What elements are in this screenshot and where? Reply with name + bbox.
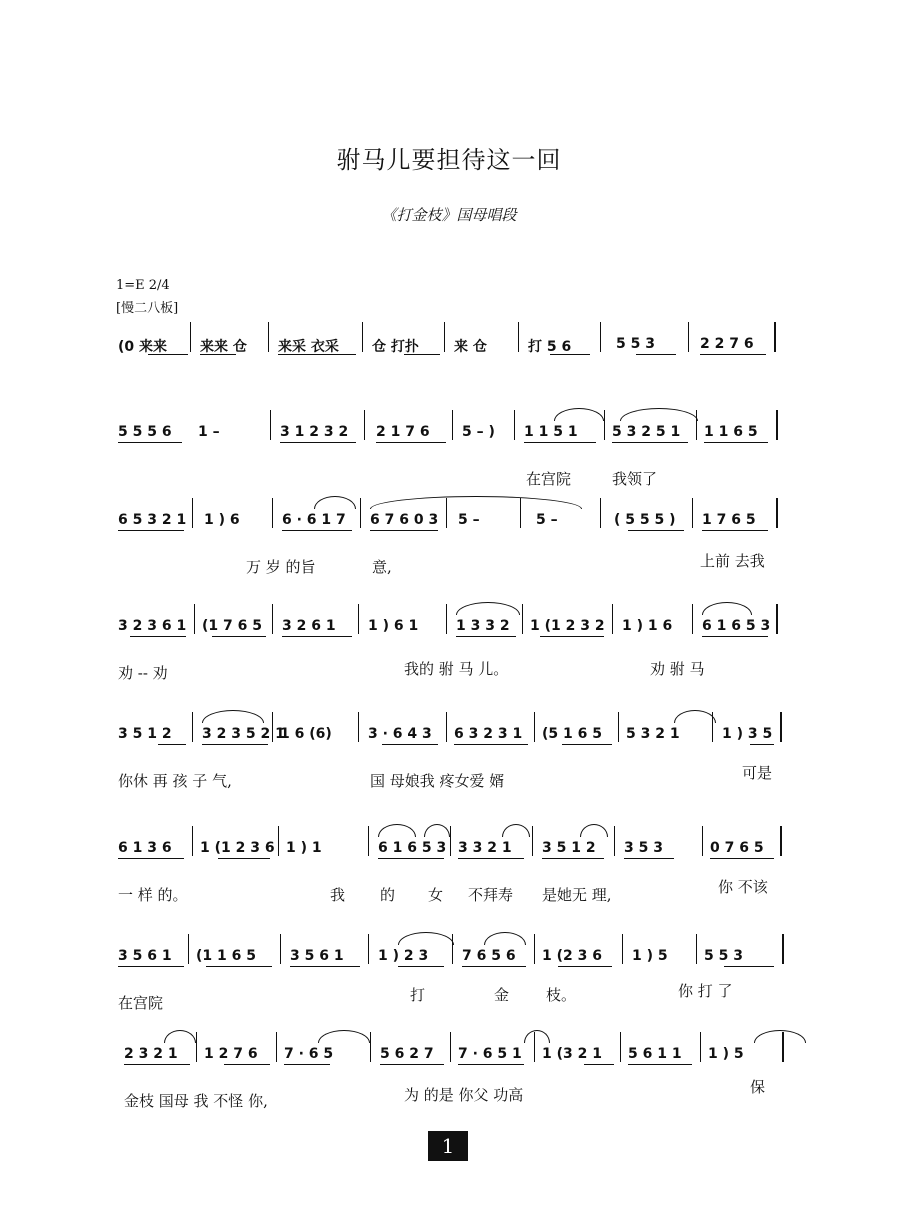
measure: 6 1 3 6 [118, 840, 172, 856]
measure: (1 7 6 5 [202, 618, 262, 634]
underline-beam [282, 636, 352, 637]
measure: 1 ) 1 [286, 840, 322, 856]
lyrics-line [114, 468, 786, 490]
barline [272, 604, 273, 634]
measure: 5 5 3 [704, 948, 743, 964]
lyrics-line [114, 662, 786, 684]
measure: 5 – ) [462, 424, 495, 440]
underline-beam [584, 1064, 614, 1065]
measure: 3 5 6 1 [290, 948, 344, 964]
measure: 3 2 6 1 [282, 618, 336, 634]
barline [700, 1032, 701, 1062]
measure: 3 3 2 1 [458, 840, 512, 856]
underline-beam [702, 530, 768, 531]
measure: 5 – [536, 512, 558, 528]
lyrics-line [114, 552, 786, 578]
measure: 6 1 6 5 3 [702, 618, 771, 634]
measure: 1 (1 2 3 2 [530, 618, 605, 634]
lyric-phrase: 劝 -- 劝 [118, 664, 168, 682]
measure: 3 1 2 3 2 [280, 424, 349, 440]
barline [614, 826, 615, 856]
measure: 1 1 5 1 [524, 424, 578, 440]
underline-beam [458, 858, 524, 859]
measure: 5 6 1 1 [628, 1046, 682, 1062]
barline [702, 826, 703, 856]
measure: 1 1 6 5 [704, 424, 758, 440]
barline [600, 498, 601, 528]
measure: 6 3 2 3 1 [454, 726, 523, 742]
measure: 来来 仓 [200, 339, 247, 355]
measure: 5 5 3 [616, 336, 655, 352]
underline-beam [456, 636, 516, 637]
slur-mark [554, 408, 604, 421]
lyrics-line [114, 1078, 786, 1112]
underline-beam [612, 442, 688, 443]
barline [688, 322, 689, 352]
slur-mark [370, 496, 582, 509]
barline [446, 712, 447, 742]
lyric-phrase: 枝。 [546, 986, 577, 1004]
underline-beam [124, 1064, 190, 1065]
underline-beam [370, 530, 438, 531]
lyric-phrase: 金 [494, 986, 510, 1004]
underline-beam [462, 966, 526, 967]
notes-line [114, 720, 786, 748]
notes-line [114, 418, 786, 446]
measure: 3 5 3 [624, 840, 663, 856]
measure: 1 – [198, 424, 220, 440]
underline-beam [704, 442, 768, 443]
underline-beam [724, 966, 774, 967]
measure: 2 3 2 1 [124, 1046, 178, 1062]
lyric-phrase: 你 不该 [718, 878, 768, 896]
lyric-phrase: 不拜寿 [468, 886, 514, 904]
underline-beam [118, 530, 184, 531]
measure: 7 6 5 6 [462, 948, 516, 964]
underline-beam [380, 1064, 444, 1065]
barline [600, 322, 601, 352]
measure: 3 2 3 5 2 1 [202, 726, 285, 742]
page-title: 驸马儿要担待这一回 [336, 146, 562, 174]
barline [780, 712, 782, 742]
underline-beam [206, 966, 272, 967]
slur-mark [484, 932, 526, 945]
measure: (5 1 6 5 [542, 726, 602, 742]
lyric-phrase: 一 样 的。 [118, 886, 188, 904]
underline-beam [558, 966, 612, 967]
barline [696, 934, 697, 964]
barline [190, 322, 191, 352]
lyric-phrase: 我的 驸 马 儿。 [404, 660, 509, 678]
lyric-phrase: 在宫院 [526, 470, 572, 488]
measure: 1 ) 5 [632, 948, 668, 964]
lyric-phrase: 为 的是 你父 功高 [404, 1086, 524, 1104]
measure: 3 2 3 6 1 [118, 618, 187, 634]
underline-beam [284, 1064, 330, 1065]
measure: 1 6 (6) [280, 726, 332, 742]
barline [532, 826, 533, 856]
lyric-phrase: 我 [330, 886, 346, 904]
lyric-phrase: 打 [410, 986, 426, 1004]
notes-line [114, 1040, 786, 1068]
barline [692, 604, 693, 634]
measure: 1 (3 2 1 [542, 1046, 602, 1062]
slur-mark [702, 602, 752, 615]
measure: 7 · 6 5 1 [458, 1046, 522, 1062]
measure: 1 ) 3 5 [722, 726, 773, 742]
slur-mark [202, 710, 264, 723]
lyric-phrase: 劝 驸 马 [650, 660, 705, 678]
measure: 3 · 6 4 3 [368, 726, 432, 742]
barline [194, 604, 195, 634]
underline-beam [200, 354, 236, 355]
slur-mark [456, 602, 520, 615]
measure: 1 ) 6 1 [368, 618, 419, 634]
slur-mark [524, 1030, 550, 1043]
underline-beam [750, 744, 774, 745]
barline [774, 322, 776, 352]
measure: 6 5 3 2 1 [118, 512, 187, 528]
barline [780, 826, 782, 856]
barline [188, 934, 189, 964]
barline [192, 826, 193, 856]
underline-beam [118, 858, 184, 859]
barline [358, 712, 359, 742]
underline-beam [202, 744, 268, 745]
underline-beam [224, 1064, 270, 1065]
underline-beam [636, 354, 676, 355]
barline [444, 322, 445, 352]
underline-beam [550, 354, 590, 355]
barline [782, 934, 784, 964]
slur-mark [754, 1030, 806, 1043]
measure: 0 7 6 5 [710, 840, 764, 856]
slur-mark [620, 408, 698, 421]
measure: 5 6 2 7 [380, 1046, 434, 1062]
barline [358, 604, 359, 634]
barline [612, 604, 613, 634]
slur-mark [164, 1030, 196, 1043]
underline-beam [158, 744, 186, 745]
underline-beam [540, 636, 604, 637]
measure: 仓 打扑 [372, 339, 419, 355]
measure: 6 · 6 1 7 [282, 512, 346, 528]
lyric-phrase: 女 [428, 886, 444, 904]
page-subtitle: 《打金枝》国母唱段 [381, 206, 517, 224]
measure: (0 来来 [118, 339, 168, 355]
lyric-phrase: 的 [380, 886, 396, 904]
barline [268, 322, 269, 352]
slur-mark [314, 496, 356, 509]
barline [446, 604, 447, 634]
measure: 1 ) 2 3 [378, 948, 429, 964]
underline-beam [624, 858, 674, 859]
barline [362, 322, 363, 352]
measure: 6 7 6 0 3 [370, 512, 439, 528]
lyric-phrase: 是她无 理, [542, 886, 612, 904]
slur-mark [398, 932, 454, 945]
barline [534, 934, 535, 964]
notes-line [114, 506, 786, 534]
lyric-phrase: 可是 [742, 764, 773, 782]
slur-mark [580, 824, 608, 837]
measure: (1 1 6 5 [196, 948, 256, 964]
measure: 1 7 6 5 [702, 512, 756, 528]
key-signature: 1=E 2/4 [116, 278, 170, 293]
barline [450, 1032, 451, 1062]
underline-beam [542, 858, 604, 859]
barline [192, 498, 193, 528]
barline [518, 322, 519, 352]
lyric-phrase: 你休 再 孩 子 气, [118, 772, 232, 790]
barline [692, 498, 693, 528]
measure: 7 · 6 5 [284, 1046, 334, 1062]
slur-mark [318, 1030, 370, 1043]
underline-beam [130, 636, 186, 637]
barline [604, 410, 605, 440]
measure: 1 3 3 2 [456, 618, 510, 634]
measure: 2 2 7 6 [700, 336, 754, 352]
underline-beam [628, 530, 684, 531]
underline-beam [218, 858, 270, 859]
barline [276, 1032, 277, 1062]
underline-beam [710, 858, 774, 859]
underline-beam [702, 636, 768, 637]
lyrics-line [114, 878, 786, 906]
barline [776, 604, 778, 634]
barline [450, 826, 451, 856]
barline [522, 604, 523, 634]
page-number: 1 [428, 1131, 468, 1161]
underline-beam [148, 354, 188, 355]
barline [272, 712, 273, 742]
barline [370, 1032, 371, 1062]
measure: 来 仓 [454, 339, 487, 355]
underline-beam [458, 1064, 524, 1065]
barline [368, 826, 369, 856]
underline-beam [376, 442, 446, 443]
measure: 打 5 6 [528, 339, 572, 355]
barline [514, 410, 515, 440]
lyric-phrase: 万 岁 的旨 [246, 558, 316, 576]
barline [776, 498, 778, 528]
lyric-phrase: 保 [750, 1078, 766, 1096]
barline [196, 1032, 197, 1062]
underline-beam [280, 442, 356, 443]
lyric-phrase: 在宫院 [118, 994, 164, 1012]
notes-line [114, 330, 786, 358]
measure: 2 1 7 6 [376, 424, 430, 440]
measure: 1 ) 1 6 [622, 618, 673, 634]
measure: 1 ) 6 [204, 512, 240, 528]
measure: 5 3 2 1 [626, 726, 680, 742]
measure: 3 5 1 2 [118, 726, 172, 742]
lyric-phrase: 你 打 了 [678, 982, 733, 1000]
underline-beam [118, 442, 182, 443]
underline-beam [404, 354, 440, 355]
underline-beam [382, 744, 438, 745]
measure: 1 (2 3 6 [542, 948, 602, 964]
barline [620, 1032, 621, 1062]
barline [452, 410, 453, 440]
underline-beam [290, 966, 360, 967]
measure: 1 (1 2 3 6 [200, 840, 275, 856]
slur-mark [674, 710, 716, 723]
measure: 6 1 6 5 3 [378, 840, 447, 856]
slur-mark [378, 824, 416, 837]
barline [368, 934, 369, 964]
barline [192, 712, 193, 742]
slur-mark [424, 824, 450, 837]
barline [360, 498, 361, 528]
measure: ( 5 5 5 ) [614, 512, 676, 528]
underline-beam [454, 744, 528, 745]
measure: 1 ) 5 [708, 1046, 744, 1062]
barline [452, 934, 453, 964]
underline-beam [700, 354, 766, 355]
barline [272, 498, 273, 528]
measure: 3 5 6 1 [118, 948, 172, 964]
underline-beam [562, 744, 612, 745]
lyric-phrase: 金枝 国母 我 不怪 你, [124, 1092, 268, 1110]
barline [776, 410, 778, 440]
lyrics-line [114, 982, 786, 1014]
measure: 来采 衣采 [278, 339, 339, 355]
barline [278, 826, 279, 856]
barline [364, 410, 365, 440]
underline-beam [212, 636, 266, 637]
barline [618, 712, 619, 742]
underline-beam [398, 966, 444, 967]
barline [280, 934, 281, 964]
measure: 5 – [458, 512, 480, 528]
underline-beam [282, 530, 352, 531]
lyric-phrase: 意, [372, 558, 392, 576]
slur-mark [502, 824, 530, 837]
measure: 5 3 2 5 1 [612, 424, 681, 440]
lyric-phrase: 我领了 [612, 470, 658, 488]
barline [696, 410, 697, 440]
underline-beam [378, 858, 444, 859]
lyric-phrase: 国 母娘我 疼女爱 婿 [370, 772, 505, 790]
lyrics-line [114, 380, 786, 402]
underline-beam [118, 966, 184, 967]
tempo-label: [慢二八板] [116, 301, 179, 316]
underline-beam [524, 442, 596, 443]
measure: 5 5 5 6 [118, 424, 172, 440]
notes-line [114, 612, 786, 640]
underline-beam [278, 354, 356, 355]
lyrics-line [114, 764, 786, 792]
underline-beam [628, 1064, 692, 1065]
measure: 1 2 7 6 [204, 1046, 258, 1062]
barline [270, 410, 271, 440]
lyric-phrase: 上前 去我 [700, 552, 765, 570]
notes-line [114, 942, 786, 970]
measure: 3 5 1 2 [542, 840, 596, 856]
barline [622, 934, 623, 964]
barline [534, 712, 535, 742]
notes-line [114, 834, 786, 862]
